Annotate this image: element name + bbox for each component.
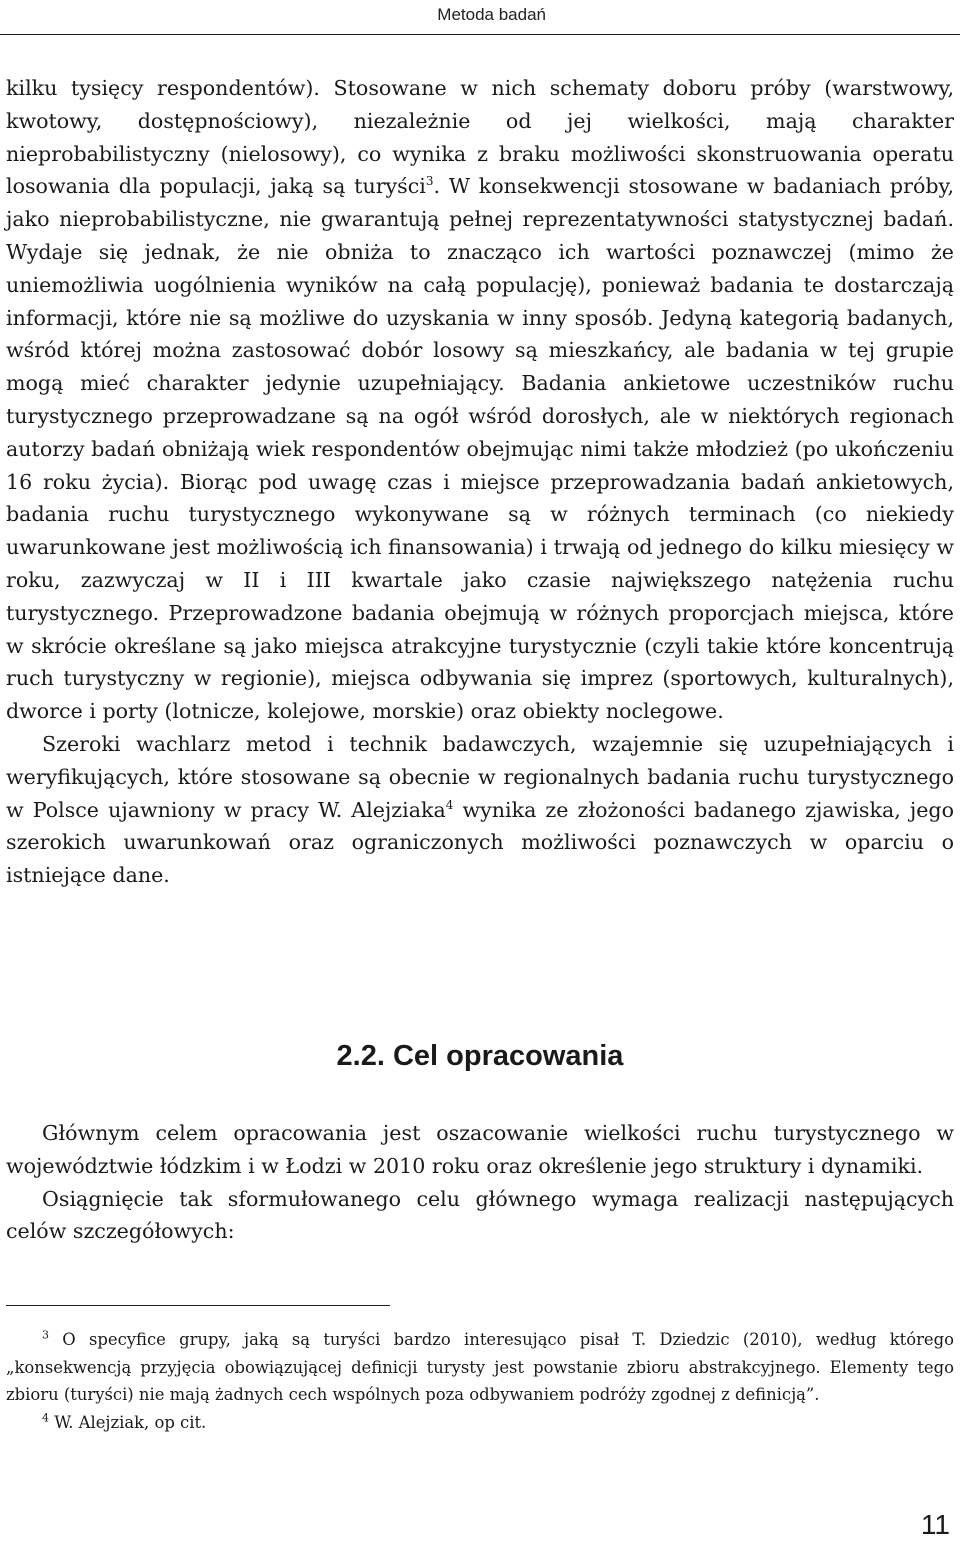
footnote-text: O specyfice grupy, jaką są turyści bardzo interesująco pisał T. Dziedzic (2010), według którego „konsekwencją przyjęcia obowiązującej definicji turysty jest powstanie zbioru abstrakcyjnego. Elementy tego zbioru (turyści) nie mają żadnych cech wspólnych poza odbywaniem podróży zgodnej z definicją”. xyxy=(6,1330,954,1404)
paragraph: Osiągnięcie tak sformułowanego celu głównego wymaga realizacji następujących celów szczegółowych: xyxy=(6,1186,954,1244)
footnote-reference[interactable]: 4 xyxy=(445,797,454,812)
footnote-mark: 4 xyxy=(42,1411,49,1425)
section-heading: 2.2. Cel opracowania xyxy=(336,1040,624,1072)
footnote-reference[interactable]: 3 xyxy=(425,174,434,189)
footnote-3 xyxy=(6,1326,954,1409)
paragraph: Głównym celem opracowania jest oszacowanie wielkości ruchu turystycznego w województwie łódzkim i w Łodzi w 2010 roku oraz określenie jego struktury i dynamiki. xyxy=(6,1121,954,1178)
running-header xyxy=(0,0,960,35)
footnote-separator xyxy=(6,1305,390,1306)
main-text xyxy=(6,72,954,892)
footnote-mark: 3 xyxy=(42,1328,49,1342)
running-title: Metoda badań xyxy=(437,5,546,24)
section-text xyxy=(6,1117,954,1248)
paragraph-text: wynika ze złożoności badanego zjawiska, jego szerokich uwarunkowań oraz ograniczonych możliwości poznawczych w oparciu o istniejące dane. xyxy=(6,797,954,888)
paragraph xyxy=(6,728,954,892)
footnote-4 xyxy=(6,1409,954,1437)
footnote-text: W. Alejziak, op cit. xyxy=(49,1412,207,1432)
paragraph-text: . W konsekwencji stosowane w badaniach próby, jako nieprobabilistyczne, nie gwarantują pełnej reprezentatywności statystycznej badań. Wydaje się jednak, że nie obniża to znacząco ich wartości poznawczej (mimo że uniemożliwia uogólnienia wyników na całą populację), ponieważ badania te dostarczają informacji, które nie są możliwe do uzyskania w inny sposób. Jedyną kategorią badanych, wśród której można zastosować dobór losowy są mieszkańcy, ale badania w tej grupie mogą mieć charakter jedynie uzupełniający. Badania ankietowe uczestników ruchu turystycznego przeprowadzane są na ogół wśród dorosłych, ale w niektórych regionach autorzy badań obniżają wiek respondentów obejmując nimi także młodzież (po ukończeniu 16 roku życia). Biorąc pod uwagę czas i miejsce przeprowadzania badań ankietowych, badania ruchu turystycznego wykonywane są w różnych terminach (co niekiedy uwarunkowane jest możliwością ich finansowania) i trwają od jednego do kilku miesięcy w roku, zazwyczaj w II i III kwartale jako czasie największego natężenia ruchu turystycznego. Przeprowadzone badania obejmują w różnych proporcjach miejsca, które w skrócie określane są jako miejsca atrakcyjne turystycznie (czyli takie które koncentrują ruch turystyczny w regionie), miejsca odbywania się imprez (sportowych, kulturalnych), dworce i porty (lotnicze, kolejowe, morskie) oraz obiekty noclegowe. xyxy=(6,174,954,724)
page-number: 11 xyxy=(920,1509,950,1540)
paragraph-text: kilku tysięcy respondentów). Stosowane w nich schematy doboru próby (warstwowy, kwotowy, dostępnościowy), niezależnie od jej wielkości, mają charakter nieprobabilistyczny (nielosowy), co wynika z braku możliwości skonstruowania operatu losowania dla populacji, jaką są turyści xyxy=(6,76,954,199)
footnotes xyxy=(6,1326,954,1436)
paragraph-text: Szeroki wachlarz metod i technik badawczych, wzajemnie się uzupełniających i weryfikujących, które stosowane są obecnie w regionalnych badania ruchu turystycznego w Polsce ujawniony w pracy W. Alejziaka xyxy=(6,731,954,822)
paragraph-continuation xyxy=(6,72,954,728)
